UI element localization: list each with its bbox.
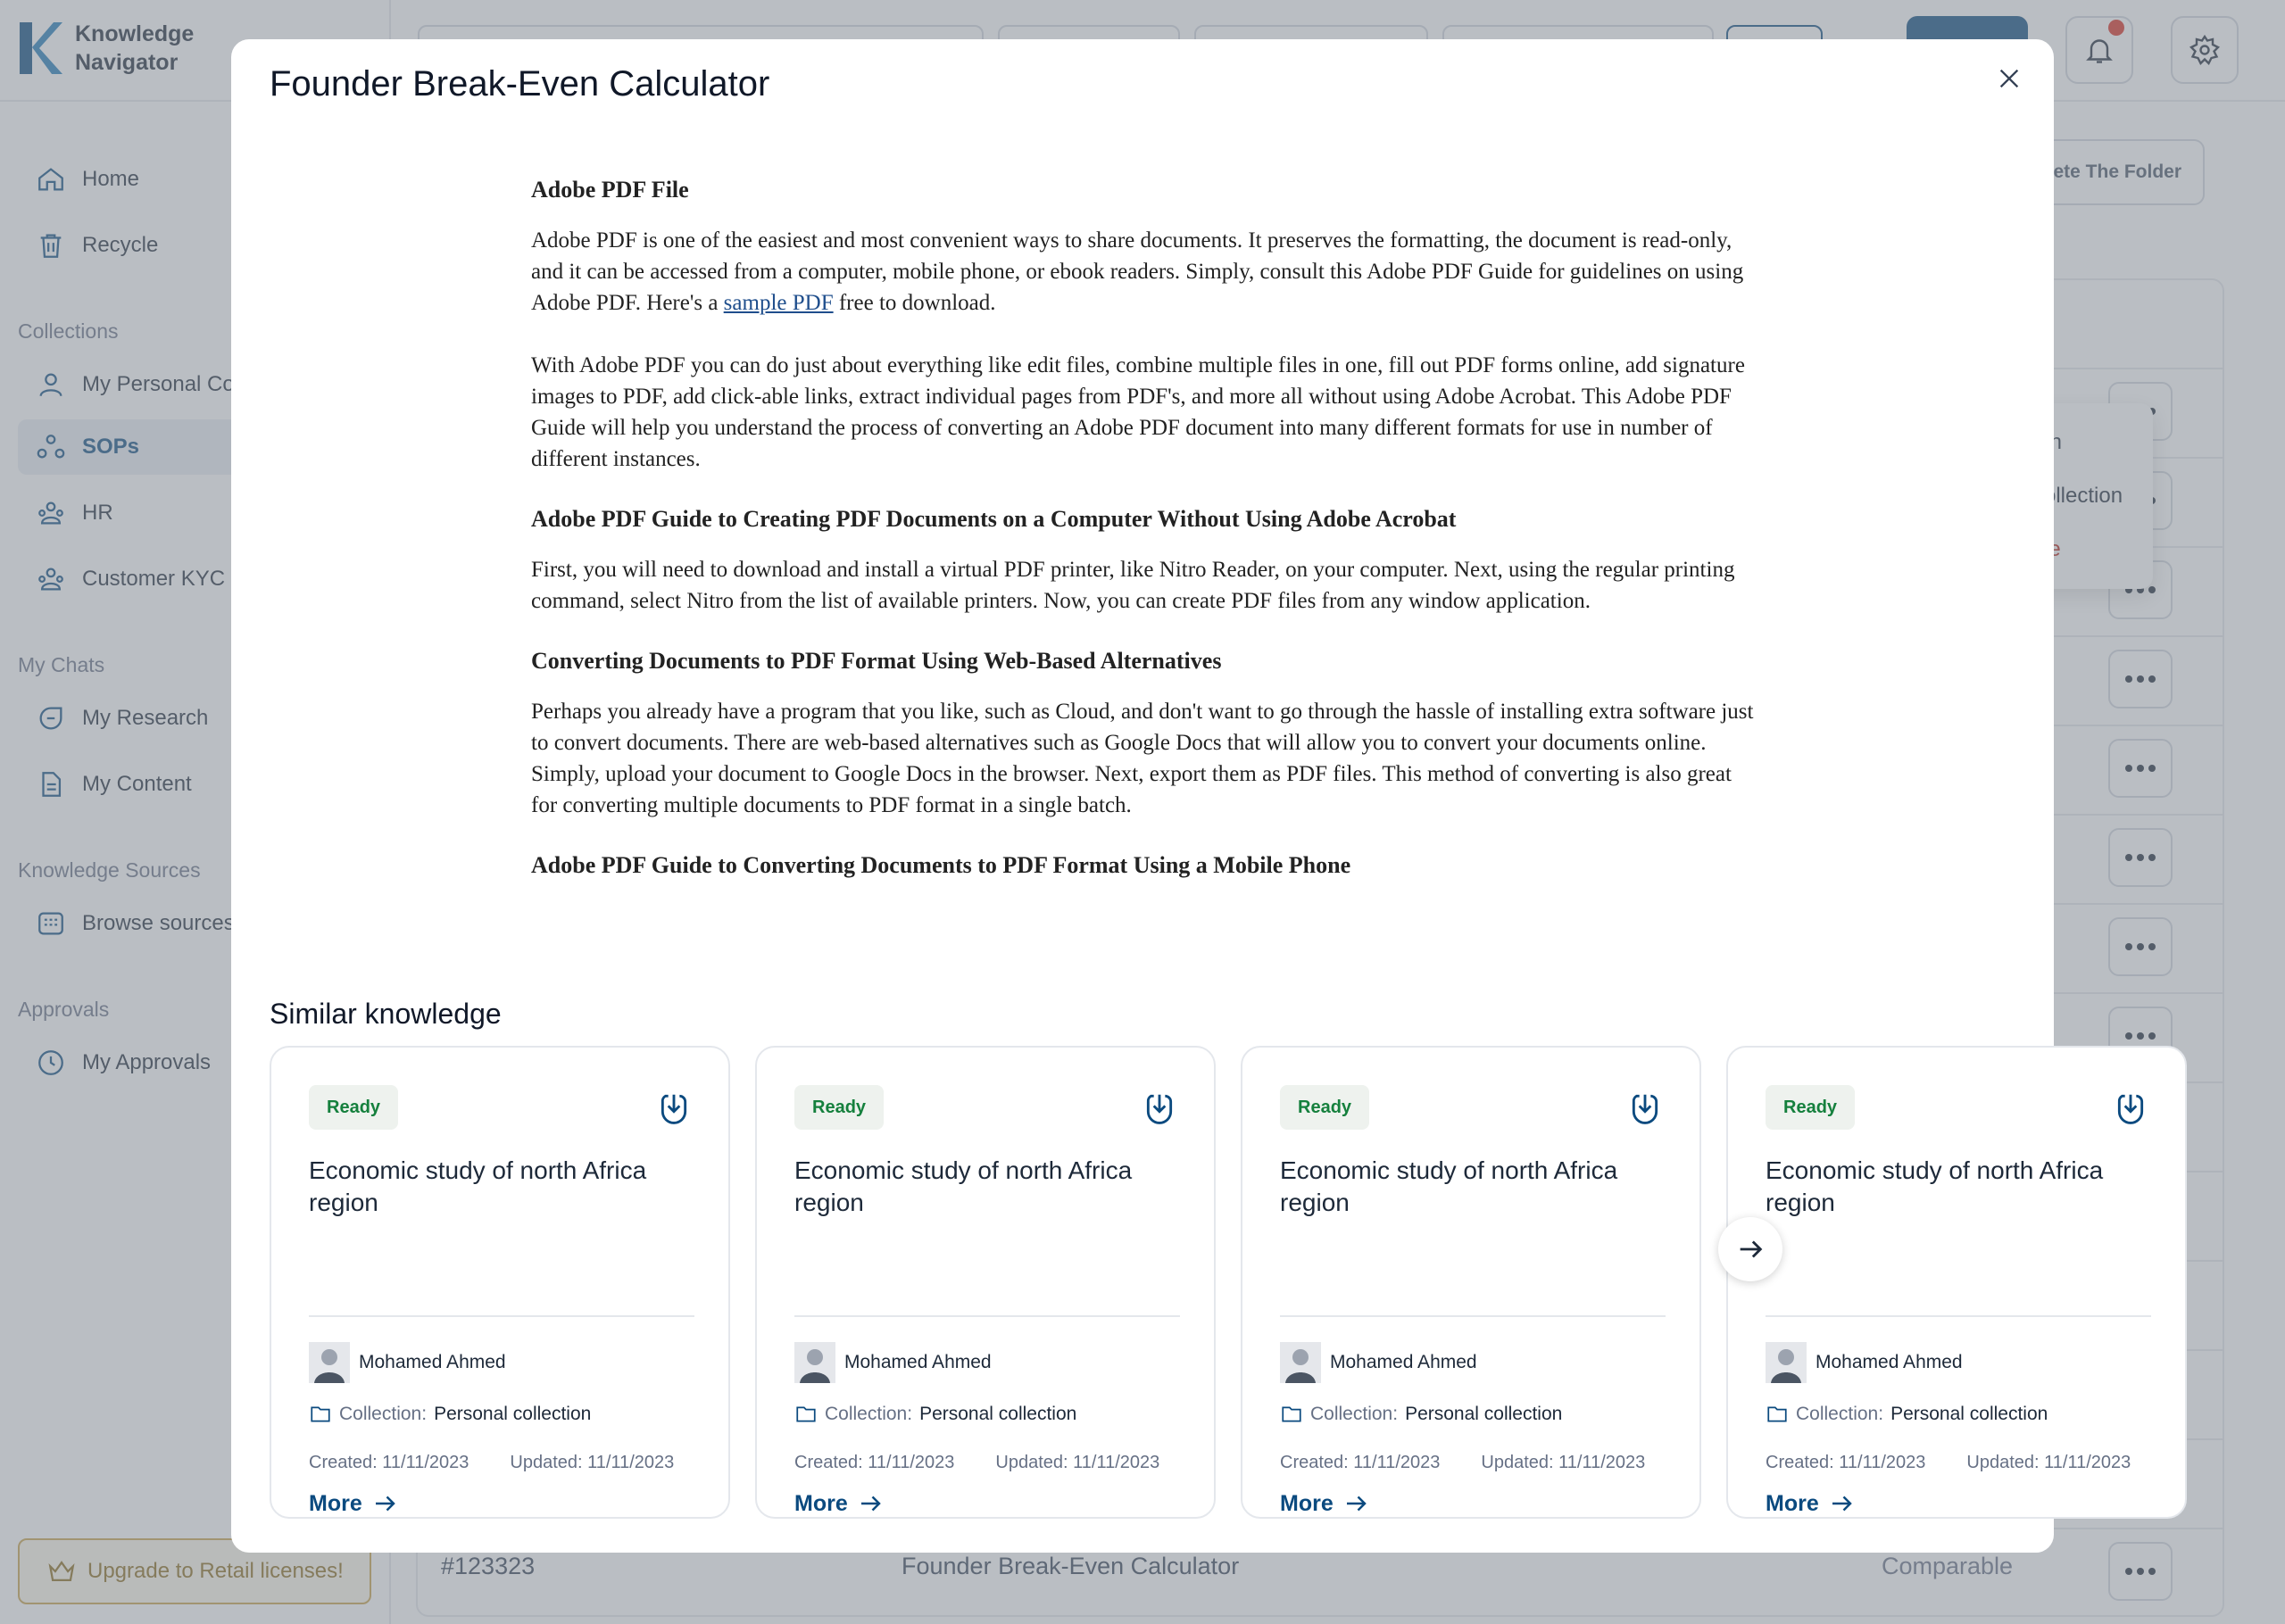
doc-heading: Adobe PDF File	[531, 177, 689, 203]
updated-date: Updated: 11/11/2023	[1481, 1453, 1646, 1472]
folder-icon	[1766, 1403, 1789, 1426]
download-icon[interactable]	[1142, 1090, 1176, 1124]
status-badge: Ready	[1766, 1085, 1855, 1130]
card-title: Economic study of north Africa region	[309, 1156, 647, 1216]
download-icon[interactable]	[657, 1090, 691, 1124]
card-dates	[794, 1453, 1159, 1473]
doc-heading: Converting Documents to PDF Format Using Web-Based Alternatives	[531, 648, 1222, 674]
author-name: Mohamed Ahmed	[1816, 1352, 1963, 1372]
collection-value: Personal collection	[1405, 1404, 1563, 1424]
card-author	[1280, 1342, 1477, 1383]
status-badge: Ready	[1280, 1085, 1369, 1130]
sample-pdf-link[interactable]: sample PDF	[723, 291, 834, 315]
collection-value: Personal collection	[434, 1404, 592, 1424]
more-label: More	[794, 1490, 848, 1516]
card-divider	[1766, 1315, 2151, 1317]
knowledge-card[interactable]	[1726, 1046, 2187, 1519]
knowledge-card[interactable]	[755, 1046, 1216, 1519]
carousel-next-button[interactable]	[1718, 1217, 1782, 1281]
doc-paragraph: Perhaps you already have a program that you like, such as Cloud, and don't want to go through the hassle of installing extra software just to convert documents. There are web-based alternatives such as Google Docs that will allow you to convert your documents online. Simply, upload your document to Google Docs in the browser. Next, export them as PDF files. This method of converting is also great for converting multiple documents to PDF format in a single batch.	[531, 700, 1754, 817]
more-link[interactable]	[309, 1490, 398, 1517]
avatar	[794, 1342, 835, 1383]
collection-label: Collection:	[1310, 1404, 1399, 1424]
arrow-right-icon	[1828, 1490, 1855, 1517]
created-date: Created: 11/11/2023	[309, 1453, 469, 1472]
collection-value: Personal collection	[919, 1404, 1077, 1424]
card-author	[1766, 1342, 1963, 1383]
avatar	[1280, 1342, 1321, 1383]
arrow-right-icon	[857, 1490, 884, 1517]
document-preview	[531, 161, 1763, 1028]
more-label: More	[1280, 1490, 1334, 1516]
card-title: Economic study of north Africa region	[1766, 1156, 2104, 1216]
status-badge: Ready	[309, 1085, 398, 1130]
status-badge: Ready	[794, 1085, 884, 1130]
folder-icon	[309, 1403, 332, 1426]
doc-paragraph: First, you will need to download and install a virtual PDF printer, like Nitro Reader, on your computer. Next, using the regular printing command, select Nitro from the list of available printers. Now, you can create PDF files from any window application.	[531, 558, 1735, 613]
knowledge-card[interactable]	[270, 1046, 730, 1519]
card-author	[794, 1342, 992, 1383]
card-title: Economic study of north Africa region	[794, 1156, 1133, 1216]
card-divider	[309, 1315, 694, 1317]
card-dates	[309, 1453, 674, 1473]
created-date: Created: 11/11/2023	[1280, 1453, 1441, 1472]
card-collection	[1280, 1403, 1562, 1426]
collection-label: Collection:	[339, 1404, 428, 1424]
author-name: Mohamed Ahmed	[1330, 1352, 1477, 1372]
more-label: More	[309, 1490, 362, 1516]
close-button[interactable]	[1988, 57, 2031, 100]
more-link[interactable]	[794, 1490, 884, 1517]
arrow-right-icon	[1735, 1234, 1766, 1264]
knowledge-card[interactable]	[1241, 1046, 1701, 1519]
created-date: Created: 11/11/2023	[1766, 1453, 1926, 1472]
author-name: Mohamed Ahmed	[359, 1352, 506, 1372]
arrow-right-icon	[1342, 1490, 1369, 1517]
card-title: Economic study of north Africa region	[1280, 1156, 1618, 1216]
download-icon[interactable]	[1628, 1090, 1662, 1124]
more-link[interactable]	[1766, 1490, 1855, 1517]
more-link[interactable]	[1280, 1490, 1369, 1517]
avatar	[309, 1342, 350, 1383]
doc-paragraph: Adobe PDF is one of the easiest and most convenient ways to share documents. It preserves the formatting, the document is read-only, and it can be accessed from a computer, mobile phone, or ebook readers. Simply, consult this Adobe PDF Guide for guidelines on using Adobe PDF. Here's a sample PDF free to download.	[531, 228, 1744, 315]
folder-icon	[794, 1403, 818, 1426]
card-author	[309, 1342, 506, 1383]
doc-heading: Adobe PDF Guide to Converting Documents to PDF Format Using a Mobile Phone	[531, 852, 1351, 878]
card-collection	[794, 1403, 1076, 1426]
more-label: More	[1766, 1490, 1819, 1516]
updated-date: Updated: 11/11/2023	[1966, 1453, 2131, 1472]
collection-label: Collection:	[1796, 1404, 1884, 1424]
collection-label: Collection:	[825, 1404, 913, 1424]
close-icon	[1997, 66, 2022, 91]
card-dates	[1280, 1453, 1645, 1473]
card-divider	[794, 1315, 1180, 1317]
arrow-right-icon	[371, 1490, 398, 1517]
card-divider	[1280, 1315, 1666, 1317]
similar-knowledge-title: Similar knowledge	[270, 998, 502, 1030]
updated-date: Updated: 11/11/2023	[995, 1453, 1160, 1472]
document-preview-modal	[231, 39, 2131, 1553]
modal-title: Founder Break-Even Calculator	[270, 64, 770, 104]
doc-heading: Adobe PDF Guide to Creating PDF Documents on a Computer Without Using Adobe Acrobat	[531, 506, 1457, 532]
similar-knowledge-carousel	[270, 1046, 2131, 1520]
card-dates	[1766, 1453, 2131, 1473]
author-name: Mohamed Ahmed	[844, 1352, 992, 1372]
updated-date: Updated: 11/11/2023	[510, 1453, 675, 1472]
avatar	[1766, 1342, 1807, 1383]
folder-icon	[1280, 1403, 1303, 1426]
created-date: Created: 11/11/2023	[794, 1453, 955, 1472]
card-collection	[309, 1403, 591, 1426]
download-icon[interactable]	[2114, 1090, 2148, 1124]
doc-paragraph: With Adobe PDF you can do just about everything like edit files, combine multiple files in one, fill out PDF forms online, add signature images to PDF, add click-able links, extract individual pages from PDF's, and more all without using Adobe Acrobat. This Adobe PDF Guide will help you understand the process of converting an Adobe PDF document into many different formats for use in number of different instances.	[531, 353, 1745, 471]
collection-value: Personal collection	[1890, 1404, 2048, 1424]
card-collection	[1766, 1403, 2048, 1426]
